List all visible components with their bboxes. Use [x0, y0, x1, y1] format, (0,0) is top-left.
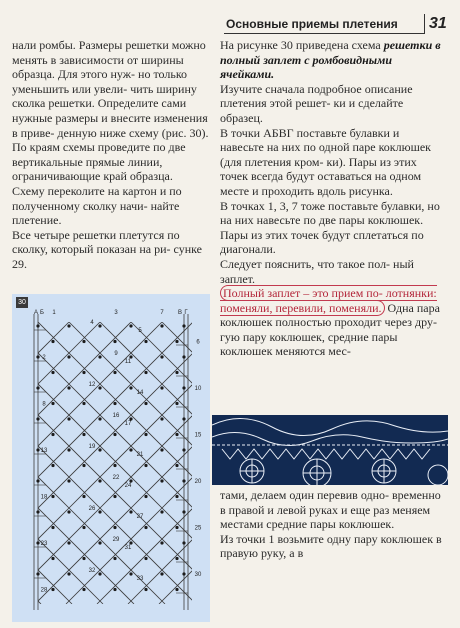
pin-dot [36, 572, 39, 575]
pin-dot [160, 448, 163, 451]
pin-dot [113, 340, 116, 343]
paragraph: В точках 1, 3, 7 тоже поставьте булавки, но на них навесьте по две пары коклюшек. Пары из этих точек будут сплетаться по диагонали. [220, 198, 440, 257]
left-text-column [12, 38, 212, 272]
pin-dot [98, 355, 101, 358]
pin-dot [144, 495, 147, 498]
pin-dot [82, 340, 85, 343]
lattice-diagonal [12, 322, 196, 604]
pin-dot [175, 526, 178, 529]
point-number-inner: 5 [138, 328, 142, 334]
lattice-diagonal [12, 322, 72, 604]
point-number-inner: 32 [88, 568, 96, 574]
pin-dot [67, 541, 70, 544]
pin-dot [51, 464, 54, 467]
paragraph: Все четыре решетки плетутся по сколку, который показан на ри- сунке 29. [12, 227, 202, 271]
pin-dot [144, 402, 147, 405]
point-number-inner: 26 [88, 506, 96, 512]
pin-dot [51, 526, 54, 529]
pin-dot [82, 402, 85, 405]
pin-dot [113, 464, 116, 467]
paragraph: Следует пояснить, что такое пол- ный заплет. [220, 256, 414, 286]
pin-dot [182, 355, 185, 358]
top-point-label: 1 [52, 310, 56, 316]
pin-dot [129, 510, 132, 513]
pin-dot [98, 510, 101, 513]
point-number-inner: 21 [136, 452, 144, 458]
point-number-inner: 14 [136, 390, 144, 396]
pin-dot [98, 572, 101, 575]
intro-paragraph [220, 38, 442, 82]
pin-dot [160, 324, 163, 327]
pin-dot [175, 464, 178, 467]
pin-dot [144, 433, 147, 436]
pin-dot [175, 340, 178, 343]
figure-number-badge: 30 [16, 297, 28, 308]
point-number-inner: 29 [112, 537, 120, 543]
top-point-label: Г [184, 310, 188, 316]
point-number-inner: 11 [124, 359, 132, 365]
pin-dot [51, 588, 54, 591]
pin-dot [82, 588, 85, 591]
point-number-inner: 22 [112, 475, 120, 481]
paragraph: Из точки 1 возьмите одну пару коклюшек в правую руку, а в [220, 531, 442, 561]
pin-dot [36, 448, 39, 451]
diagram-svg [12, 294, 210, 622]
point-number-inner: 9 [114, 351, 118, 357]
point-number-inner: 4 [90, 320, 94, 326]
pin-dot [82, 464, 85, 467]
paragraph: Изучите сначала подробное описание плетения этой решет- ки и сделайте образец. [220, 81, 413, 125]
pin-dot [129, 448, 132, 451]
pin-dot [51, 433, 54, 436]
pin-dot [82, 526, 85, 529]
pin-dot [67, 355, 70, 358]
pin-dot [36, 386, 39, 389]
highlighted-definition: Полный заплет – это прием по- лотнянки: поменяли, перевили, поменяли. [220, 286, 437, 315]
pin-dot [144, 371, 147, 374]
pin-dot [182, 324, 185, 327]
pin-dot [51, 557, 54, 560]
pin-dot [82, 495, 85, 498]
point-number-right: 15 [194, 432, 202, 439]
pin-dot [182, 541, 185, 544]
pin-dot [98, 324, 101, 327]
pin-dot [67, 572, 70, 575]
point-number-inner: 31 [124, 545, 132, 551]
point-number-right: 20 [194, 479, 202, 485]
top-point-label: А [33, 310, 39, 316]
pin-dot [67, 386, 70, 389]
page-number: 31 [424, 14, 447, 34]
pin-dot [182, 417, 185, 420]
point-number-left: 18 [40, 494, 48, 501]
lattice-diagonal [12, 322, 134, 604]
pin-dot [160, 541, 163, 544]
pin-dot [113, 557, 116, 560]
pin-dot [175, 371, 178, 374]
lower-right-text [220, 488, 442, 561]
pin-dot [144, 340, 147, 343]
point-number-right: 25 [194, 525, 202, 532]
pin-dot [129, 572, 132, 575]
pin-dot [129, 324, 132, 327]
pin-dot [98, 479, 101, 482]
point-number-left: 13 [40, 448, 48, 454]
pin-dot [113, 433, 116, 436]
point-number-inner: 27 [136, 514, 144, 520]
lattice-diagonal [128, 322, 210, 604]
pin-dot [160, 417, 163, 420]
top-point-label: 7 [160, 310, 164, 316]
pin-dot [36, 541, 39, 544]
pin-dot [182, 479, 185, 482]
pin-dot [182, 572, 185, 575]
lattice-diagonal [193, 322, 210, 604]
pin-dot [36, 417, 39, 420]
pin-dot [98, 541, 101, 544]
point-number-left: 8 [42, 401, 46, 408]
pin-dot [129, 386, 132, 389]
pin-dot [82, 433, 85, 436]
lattice-diagonal [12, 322, 100, 604]
paragraph: Схему переколите на картон и по полученному сколку начи- найте плетение. [12, 183, 182, 228]
pin-dot [67, 448, 70, 451]
point-number-inner: 16 [112, 413, 120, 419]
point-number-right: 6 [196, 339, 200, 346]
paragraph: тами, делаем один перевив одно- временно в правой и левой руках и еще раз меняем местами средние пары коклюшек. [220, 488, 441, 532]
lace-photo [212, 415, 448, 485]
point-number-inner: 12 [88, 382, 96, 388]
lattice-diagonal [12, 322, 41, 604]
point-number-right: 10 [194, 386, 202, 392]
pin-dot [82, 557, 85, 560]
pin-dot [51, 340, 54, 343]
pin-dot [113, 495, 116, 498]
top-point-label: Б [40, 310, 44, 316]
pin-dot [160, 479, 163, 482]
highlight-paragraph [220, 286, 442, 359]
pin-dot [36, 479, 39, 482]
pin-dot [51, 495, 54, 498]
pin-dot [182, 510, 185, 513]
pin-dot [113, 588, 116, 591]
point-number-inner: 19 [88, 444, 96, 450]
pin-dot [67, 417, 70, 420]
pin-dot [67, 324, 70, 327]
pin-dot [67, 510, 70, 513]
lace-grid-diagram [12, 294, 210, 622]
pin-dot [113, 402, 116, 405]
pin-dot [160, 386, 163, 389]
pin-dot [98, 448, 101, 451]
pin-dot [144, 588, 147, 591]
pin-dot [82, 371, 85, 374]
pin-dot [175, 557, 178, 560]
pin-dot [175, 433, 178, 436]
pin-dot [144, 557, 147, 560]
pin-dot [36, 324, 39, 327]
pin-dot [175, 588, 178, 591]
header-rule [224, 33, 424, 34]
top-point-label: 3 [114, 310, 118, 316]
lattice-diagonal [12, 322, 131, 604]
pin-dot [144, 464, 147, 467]
pin-dot [182, 386, 185, 389]
pin-dot [175, 402, 178, 405]
paragraph: В точки АБВГ поставьте булавки и навесьте на них по одной паре коклюшек (для плетения кром- ки). Пары из этих точек всегда будут оставаться на одном месте и проходить вдоль рисунка. [220, 125, 431, 198]
pin-dot [113, 371, 116, 374]
running-header-title: Основные приемы плетения [226, 17, 398, 31]
point-number-inner: 33 [136, 576, 144, 582]
point-number-left: 28 [40, 587, 48, 594]
pin-dot [160, 355, 163, 358]
pin-dot [67, 479, 70, 482]
pin-dot [160, 572, 163, 575]
point-number-left: 2 [42, 355, 46, 361]
pin-dot [160, 510, 163, 513]
paragraph: По краям схемы проведите по две вертикальные прямые линии, ограничивающие край образца. [12, 140, 186, 184]
pin-dot [144, 526, 147, 529]
paragraph: нали ромбы. Размеры решетки можно менять в зависимости от ширины образца. Для этого нуж- но только уменьшить или увели- чить ширину сколка решетки. Определите сами нужные размеры и внесите изменения в приве- денную ниже схему (рис. 30). [12, 38, 209, 140]
pin-dot [182, 448, 185, 451]
pin-dot [113, 526, 116, 529]
top-point-label: В [177, 310, 183, 316]
lace-photo-icon [212, 415, 448, 485]
paragraph-continuation: Одна пара коклюшек полностью проходит через дру- гую пару коклюшек, средние пары коклюшек меняются мес- [220, 300, 440, 359]
point-number-right: 30 [194, 572, 202, 578]
pin-dot [36, 355, 39, 358]
right-text-column [220, 38, 442, 359]
point-number-inner: 17 [124, 421, 132, 427]
pin-dot [36, 510, 39, 513]
intro-bold-text: решетки в полный заплет с ромбовидными ячейками. [220, 38, 441, 82]
pin-dot [51, 402, 54, 405]
point-number-left: 23 [40, 541, 48, 547]
pin-dot [98, 386, 101, 389]
pin-dot [98, 417, 101, 420]
point-number-inner: 24 [124, 483, 132, 489]
lattice-diagonal [12, 322, 193, 604]
intro-text: На рисунке 30 приведена схема [220, 38, 381, 52]
pin-dot [51, 371, 54, 374]
pin-dot [175, 495, 178, 498]
